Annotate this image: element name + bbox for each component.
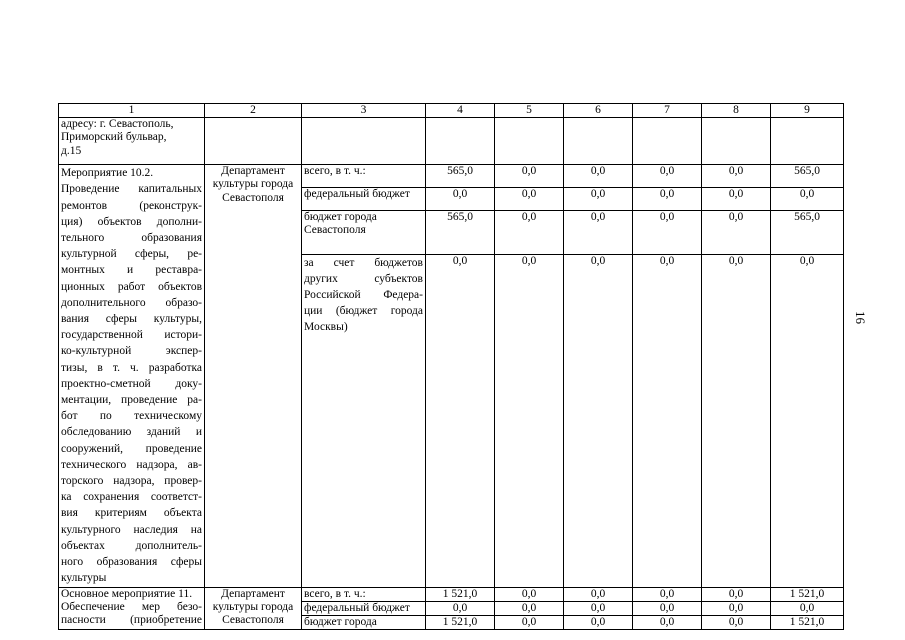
- value-cell: 0,0: [633, 165, 702, 188]
- column-number: 5: [495, 104, 564, 118]
- funding-source-cell: всего, в т. ч.:: [302, 587, 426, 601]
- value-cell: 0,0: [564, 165, 633, 188]
- value-cell: 0,0: [633, 587, 702, 601]
- value-cell: 0,0: [771, 187, 844, 210]
- column-number: 1: [59, 104, 205, 118]
- funding-source-cell: федеральный бюджет: [302, 601, 426, 615]
- value-cell: 0,0: [426, 601, 495, 615]
- value-cell: 0,0: [633, 615, 702, 629]
- value-cell: 0,0: [564, 187, 633, 210]
- measure-10-2-description: Мероприятие 10.2. Проведение капитальных ремонтов (реконструк- ция) объектов дополни- тельного образования культурной сферы, ре- монтных и реставра- ционных работ объектов дополнительного образо- вания сферы культуры, государственной истори- ко-культурной экспер- тизы, в т. ч. разработка проектно-сметной доку- ментации, проведение ра- бот по техническому обследованию зданий и сооружений, проведение технического надзора, ав- торского надзора, провер- ка сохранения соответст- вия критериям объекта культурного наследия на объектах дополнитель- ного образования сферы культуры: [59, 165, 205, 587]
- value-cell: 0,0: [495, 187, 564, 210]
- column-number: 3: [302, 104, 426, 118]
- value-cell: 0,0: [771, 601, 844, 615]
- value-cell: 0,0: [495, 587, 564, 601]
- value-cell: 0,0: [702, 254, 771, 587]
- table-row: [59, 165, 844, 188]
- value-cell: 565,0: [771, 165, 844, 188]
- value-cell: 0,0: [702, 187, 771, 210]
- value-cell: 0,0: [633, 210, 702, 254]
- budget-table: [58, 103, 844, 630]
- value-cell: 0,0: [495, 601, 564, 615]
- value-cell: 0,0: [564, 587, 633, 601]
- value-cell: 0,0: [633, 601, 702, 615]
- funding-source-cell: бюджет города: [302, 615, 426, 629]
- value-cell: 565,0: [771, 210, 844, 254]
- page-number: 16: [853, 311, 868, 324]
- column-number: 9: [771, 104, 844, 118]
- address-continuation-cell: адресу: г. Севастополь, Приморский бульвар, д.15: [59, 118, 205, 165]
- value-cell: 1 521,0: [426, 615, 495, 629]
- funding-source-cell: за счет бюджетов других субъектов Российской Федера- ции (бюджет города Москвы): [302, 254, 426, 587]
- funding-source-cell: всего, в т. ч.:: [302, 165, 426, 188]
- measure-11-executor: Департамент культуры города Севастополя: [205, 587, 302, 630]
- value-cell: 0,0: [702, 210, 771, 254]
- value-cell: 0,0: [771, 254, 844, 587]
- measure-11-description: Основное мероприятие 11. Обеспечение мер безо- пасности (приобретение: [59, 587, 205, 630]
- value-cell: 565,0: [426, 210, 495, 254]
- column-number-row: [59, 104, 844, 118]
- value-cell: 0,0: [564, 615, 633, 629]
- value-cell: 1 521,0: [771, 587, 844, 601]
- column-number: 2: [205, 104, 302, 118]
- value-cell: 0,0: [702, 165, 771, 188]
- column-number: 8: [702, 104, 771, 118]
- value-cell: 0,0: [702, 587, 771, 601]
- funding-source-cell: федеральный бюджет: [302, 187, 426, 210]
- value-cell: 0,0: [495, 165, 564, 188]
- measure-10-2-executor: Департамент культуры города Севастополя: [205, 165, 302, 587]
- value-cell: 0,0: [564, 254, 633, 587]
- value-cell: 0,0: [564, 601, 633, 615]
- value-cell: 0,0: [702, 601, 771, 615]
- value-cell: 0,0: [495, 254, 564, 587]
- value-cell: 0,0: [633, 187, 702, 210]
- value-cell: 0,0: [426, 187, 495, 210]
- value-cell: 0,0: [702, 615, 771, 629]
- value-cell: 0,0: [426, 254, 495, 587]
- value-cell: 0,0: [633, 254, 702, 587]
- value-cell: 1 521,0: [771, 615, 844, 629]
- value-cell: 0,0: [495, 615, 564, 629]
- value-cell: 1 521,0: [426, 587, 495, 601]
- column-number: 6: [564, 104, 633, 118]
- column-number: 4: [426, 104, 495, 118]
- value-cell: 0,0: [564, 210, 633, 254]
- value-cell: 565,0: [426, 165, 495, 188]
- value-cell: 0,0: [495, 210, 564, 254]
- table-row: [59, 587, 844, 601]
- column-number: 7: [633, 104, 702, 118]
- funding-source-cell: бюджет города Севастополя: [302, 210, 426, 254]
- table-row: [59, 118, 844, 165]
